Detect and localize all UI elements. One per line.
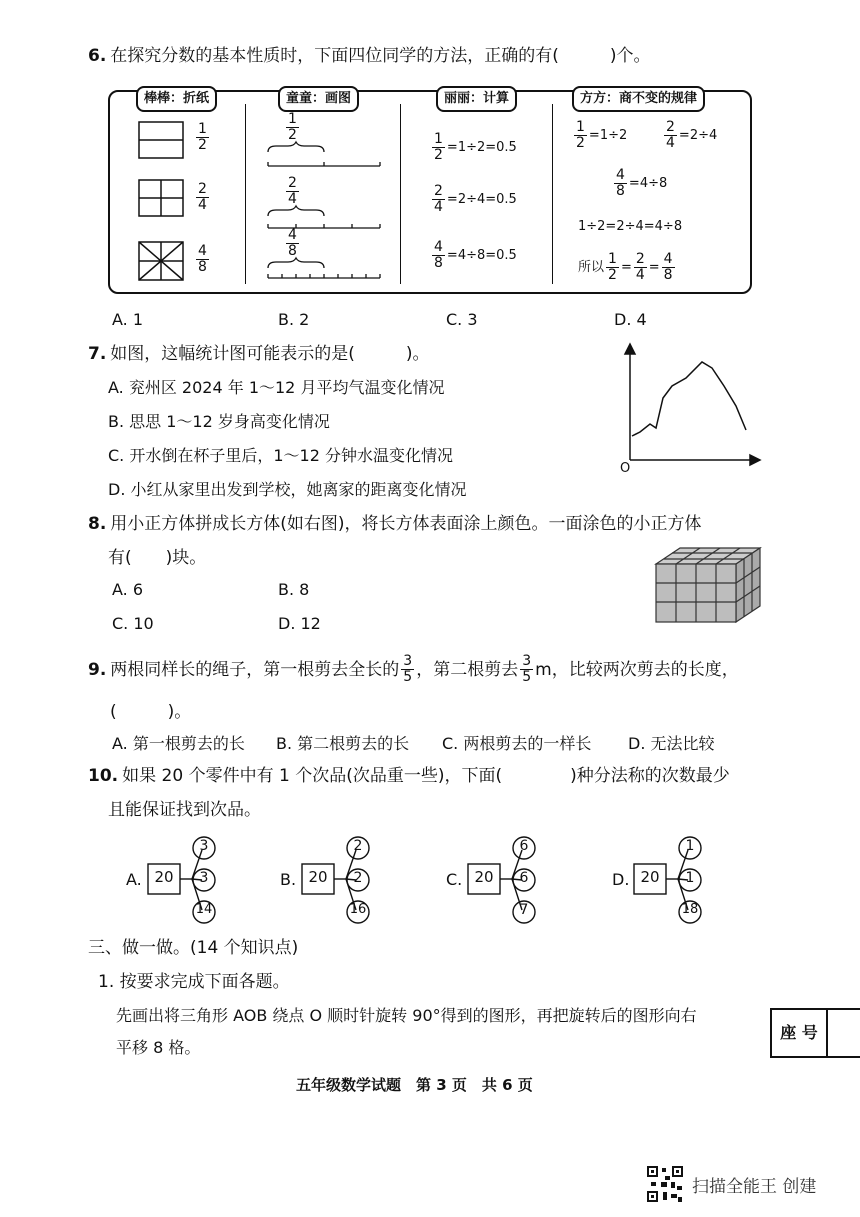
question-number: 6.	[88, 46, 107, 66]
section-3-title: 三、做一做。(14 个知识点)	[88, 938, 299, 958]
q6-option-a: A. 1	[112, 310, 144, 329]
rule-row: $\frac{4}{8}$ =4÷8	[616, 167, 668, 199]
section-3-desc: 先画出将三角形 AOB 绕点 O 顺时针旋转 90°得到的图形，再把旋转后的图形向右	[116, 1006, 697, 1025]
q6-option-c: C. 3	[446, 310, 478, 329]
q9-option-a: A. 第一根剪去的长	[112, 734, 245, 753]
q10-option-c: C. 20 6 6 7	[446, 834, 556, 926]
divider	[245, 104, 246, 284]
folded-paper-figures	[135, 118, 235, 288]
rule-row: 1÷2=2÷4=4÷8	[578, 219, 683, 234]
number-line-figures	[262, 118, 392, 288]
q9-blank: ( )。	[110, 702, 192, 722]
page-footer: 五年级数学试题 第 3 页 共 6 页	[296, 1076, 533, 1094]
question-9: 9. 两根同样长的绳子，第一根剪去全长的 $\frac{3}{5}$ ，第二根剪去 $\frac{3}{5}$ m，比较两次剪去的长度，	[88, 653, 739, 685]
question-8-cont: 有( )块。	[108, 548, 207, 568]
method-tag-tongtong: 童童：画图	[278, 86, 359, 112]
q7-option-d: D. 小红从家里出发到学校，她离家的距离变化情况	[108, 480, 467, 499]
q8-option-a: A. 6	[112, 580, 144, 599]
q7-option-b: B. 思思 1～12 岁身高变化情况	[108, 412, 330, 431]
q9-option-c: C. 两根剪去的一样长	[442, 734, 592, 753]
question-text: 在探究分数的基本性质时，下面四位同学的方法，正确的有( )个。	[110, 46, 651, 66]
question-6	[88, 44, 651, 68]
fraction: $\frac{2}{4}$	[288, 175, 297, 207]
q10-option-b: B. 20 2 2 16	[280, 834, 390, 926]
fraction: $\frac{4}{8}$	[288, 227, 297, 259]
q7-option-a: A. 兖州区 2024 年 1～12 月平均气温变化情况	[108, 378, 445, 397]
section-3-desc-cont: 平移 8 格。	[116, 1038, 201, 1057]
cuboid-figure	[654, 544, 766, 624]
q8-option-d: D. 12	[278, 614, 321, 633]
question-8: 8. 用小正方体拼成长方体(如右图)，将长方体表面涂上颜色。一面涂色的小正方体	[88, 514, 702, 534]
watermark-text: 扫描全能王 创建	[692, 1177, 817, 1197]
method-tag-lili: 丽丽：计算	[436, 86, 517, 112]
rule-row: $\frac{1}{2}$ =1÷2	[576, 119, 628, 151]
q10-option-a: A. 20 3 3 14	[126, 834, 236, 926]
qr-code-icon	[645, 1164, 685, 1204]
fraction: $\frac{3}{5}$	[403, 653, 413, 685]
calc-row: $\frac{4}{8}$ =4÷8=0.5	[434, 239, 517, 271]
q7-option-c: C. 开水倒在杯子里后，1～12 分钟水温变化情况	[108, 446, 453, 465]
fraction: $\frac{3}{5}$	[522, 653, 532, 685]
rule-conclusion: 所以 $\frac{1}{2}$ = $\frac{2}{4}$ = $\frac{4}{8}$	[578, 251, 673, 283]
question-7: 7. 如图，这幅统计图可能表示的是( )。	[88, 344, 430, 364]
line-graph	[608, 338, 768, 474]
fraction: $\frac{1}{2}$	[288, 111, 297, 143]
calc-row: $\frac{2}{4}$ =2÷4=0.5	[434, 183, 517, 215]
fraction: $\frac{1}{2}$	[198, 121, 207, 153]
question-10: 10. 如果 20 个零件中有 1 个次品(次品重一些)，下面( )种分法称的次数最少	[88, 766, 730, 786]
q8-option-c: C. 10	[112, 614, 154, 633]
fraction: $\frac{2}{4}$	[198, 181, 207, 213]
q6-option-b: B. 2	[278, 310, 310, 329]
q6-option-d: D. 4	[614, 310, 647, 329]
seat-label: 座 号	[772, 1010, 828, 1056]
rule-row: $\frac{2}{4}$ =2÷4	[666, 119, 718, 151]
section-3-q1: 1. 按要求完成下面各题。	[98, 972, 290, 992]
fraction: $\frac{4}{8}$	[198, 243, 207, 275]
method-tag-bangbang: 棒棒：折纸	[136, 86, 217, 112]
q9-option-b: B. 第二根剪去的长	[276, 734, 410, 753]
question-10-cont: 且能保证找到次品。	[108, 800, 261, 820]
divider	[400, 104, 401, 284]
divider	[552, 104, 553, 284]
origin-label: O	[620, 461, 631, 474]
seat-number-box	[770, 1008, 860, 1058]
method-tag-fangfang: 方方：商不变的规律	[572, 86, 705, 112]
q9-option-d: D. 无法比较	[628, 734, 715, 753]
q10-option-d: D. 20 1 1 18	[612, 834, 722, 926]
q8-option-b: B. 8	[278, 580, 310, 599]
calc-row: $\frac{1}{2}$ =1÷2=0.5	[434, 131, 517, 163]
